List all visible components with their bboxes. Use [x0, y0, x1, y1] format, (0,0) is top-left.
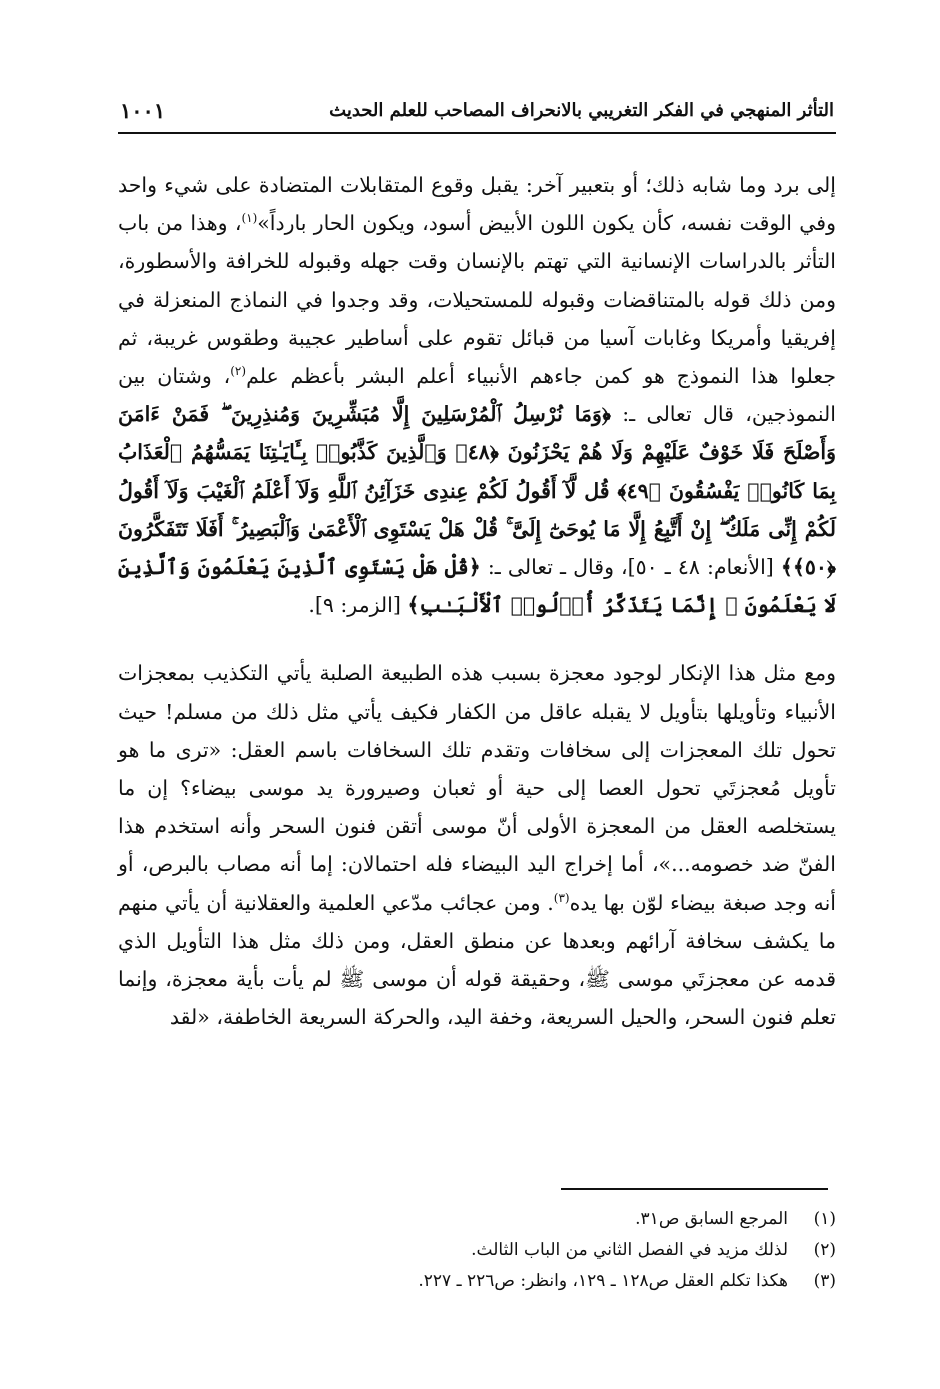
- footnote-text: هكذا تكلم العقل ص١٢٨ ـ ١٢٩، وانظر: ص٢٢٦ ـ ٢٢٧.: [418, 1271, 788, 1291]
- footnote-ref-1[interactable]: (١): [241, 211, 258, 226]
- main-text: [118, 166, 836, 1036]
- running-title: التأثر المنهجي في الفكر التغريبي بالانحراف المصاحب للعلم الحديث: [329, 100, 834, 121]
- footnote-item: [118, 1204, 836, 1235]
- text-run: ، وشتان بين النموذجين، قال تعالى ـ:: [118, 364, 837, 427]
- quran-quote-anam: ﴿وَمَا نُرْسِلُ ٱلْمُرْسَلِينَ إِلَّا مُبَشِّرِينَ وَمُنذِرِينَ ۖ فَمَنْ ءَامَنَ وَأَصْلَحَ فَلَا خَوْفٌ عَلَيْهِمْ وَلَا هُمْ يَحْزَنُونَ ﴿٤٨﴾ وَٱلَّذِينَ كَذَّبُوا۟ بِـَٔايَـٰتِنَا يَمَسُّهُمُ ٱلْعَذَابُ بِمَا كَانُوا۟ يَفْسُقُونَ ﴿٤٩﴾ قُل لَّآ أَقُولُ لَكُمْ عِندِى خَزَآئِنُ ٱللَّهِ وَلَآ أَعْلَمُ ٱلْغَيْبَ وَلَآ أَقُولُ لَكُمْ إِنِّى مَلَكٌ ۖ إِنْ أَتَّبِعُ إِلَّا مَا يُوحَىٰٓ إِلَىَّ ۚ قُلْ هَلْ يَسْتَوِى ٱلْأَعْمَىٰ وَٱلْبَصِيرُ ۚ أَفَلَا تَتَفَكَّرُونَ ﴿٥٠﴾﴾: [118, 402, 836, 580]
- footnote-ref-2[interactable]: (٢): [230, 364, 247, 379]
- footnote-number: (٣): [813, 1271, 836, 1291]
- text-run: إلى برد وما شابه ذلك؛ أو بتعبير آخر: يقبل وقوع المتقابلات المتضادة على شيء واحد وفي الوقت نفسه، كأن يكون اللون الأبيض أسود، ويكون الحار بارداً»: [118, 173, 836, 236]
- text-run: . ومن عجائب مدّعي العلمية والعقلانية أن يأتي منهم ما يكشف سخافة آرائهم وبعدها عن منطق العقل، ومن ذلك مثل هذا التأويل الذي قدمه عن معجزتَي موسى ﷺ، وحقيقة قوله أن موسى ﷺ لم يأت بأية معجزة، وإنما تعلم فنون السحر، والحيل السريعة، وخفة اليد، والحركة السريعة الخاطفة، «لقد: [118, 890, 836, 1030]
- text-run: [الزمر: ٩].: [308, 593, 408, 618]
- footnote-item: [118, 1266, 836, 1297]
- running-header: [118, 96, 836, 134]
- footnote-text: لذلك مزيد في الفصل الثاني من الباب الثالث.: [471, 1240, 788, 1260]
- quran-quote-zumar: ﴿قُلْ هَلْ يَسْتَوِى ٱلَّذِينَ يَعْلَمُونَ وَٱلَّذِينَ لَا يَعْلَمُونَ ۗ إِنَّمَا يَتَذَكَّرُ أُو۟لُوا۟ ٱلْأَلْبَـٰبِ﴾: [118, 555, 836, 618]
- footnotes: [118, 1204, 836, 1297]
- text-run: [الأنعام: ٤٨ ـ ٥٠]، وقال ـ تعالى ـ:: [480, 555, 781, 580]
- paragraph-2: [118, 654, 836, 1036]
- footnote-text: المرجع السابق ص٣١.: [635, 1209, 788, 1229]
- text-run: ومع مثل هذا الإنكار لوجود معجزة بسبب هذه الطبيعة الصلبة يأتي التكذيب بمعجزات الأنبياء وتأويلها بتأويل لا يقبله عاقل من الكفار فكيف يأتي مثل ذلك من مسلم! حيث تحول تلك المعجزات إلى سخافات وتقدم تلك السخافات باسم العقل: «ترى ما هو تأويل مُعجزتَي تحول العصا إلى حية أو ثعبان وصيرورة يد موسى بيضاء؟ إن ما يستخلصه العقل من المعجزة الأولى أنّ موسى أتقن فنون السحر وأنه استخدم هذا الفنّ ضد خصومه...»، أما إخراج اليد البيضاء فله احتمالان: إما أنه مصاب بالبرص، أو أنه وجد صبغة بيضاء لوّن بها يده: [118, 661, 836, 915]
- page-number: ١٠٠١: [120, 98, 166, 123]
- footnote-item: [118, 1235, 836, 1266]
- footnote-divider: [561, 1188, 828, 1190]
- footnote-ref-3[interactable]: (٣): [553, 890, 570, 905]
- footnote-number: (٢): [813, 1240, 836, 1260]
- footnote-number: (١): [813, 1209, 836, 1229]
- text-run: ، وهذا من باب التأثر بالدراسات الإنسانية التي تهتم بالإنسان وقت جهله وقبوله للخرافة والأسطورة، ومن ذلك قوله بالمتناقضات وقبوله للمستحيلات، وقد وجدوا في النماذج المنعزلة في إفريقيا وأمريكا وغابات آسيا من قبائل تقوم على أساطير عجيبة وطقوس غريبة، ثم جعلوا هذا النموذج هو كمن جاءهم الأنبياء أعلم البشر بأعظم علم: [118, 211, 836, 389]
- paragraph-1: [118, 166, 836, 624]
